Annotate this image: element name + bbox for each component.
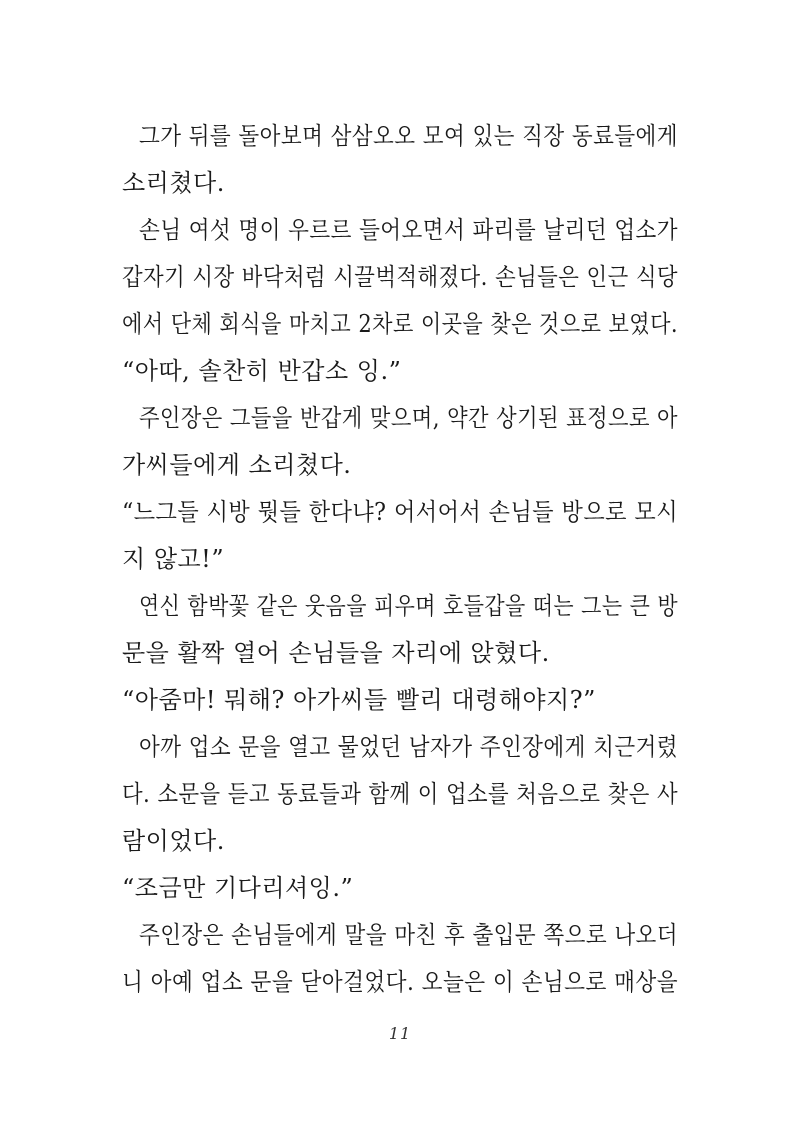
- line-text: 연신 함박꽃 같은 웃음을 피우며 호들갑을 떠는 그는 큰 방: [139, 592, 678, 620]
- text-line: [0, 163, 800, 203]
- text-line: [0, 304, 800, 344]
- text-line: [0, 727, 800, 767]
- text-line: [0, 116, 800, 156]
- line-text: 다. 소문을 듣고 동료들과 함께 이 업소를 처음으로 찾은 사: [122, 780, 678, 808]
- line-text: 그가 뒤를 돌아보며 삼삼오오 모여 있는 직장 동료들에게: [139, 122, 678, 150]
- text-line: [0, 680, 800, 720]
- line-text: 문을 활짝 열어 손님들을 자리에 앉혔다.: [122, 639, 550, 667]
- text-line: [0, 398, 800, 438]
- line-text: 아까 업소 문을 열고 물었던 남자가 주인장에게 치근거렸: [139, 733, 678, 761]
- line-text: 주인장은 손님들에게 말을 마친 후 출입문 쪽으로 나오더: [139, 921, 678, 949]
- line-text: 람이었다.: [122, 827, 225, 855]
- line-text: “아줌마! 뭐해? 아가씨들 빨리 대령해야지?”: [122, 686, 596, 714]
- line-text: 갑자기 시장 바닥처럼 시끌벅적해졌다. 손님들은 인근 식당: [122, 263, 678, 291]
- line-text: “아따, 솔찬히 반갑소 잉.”: [122, 357, 402, 385]
- page-number: 11: [388, 1024, 412, 1043]
- text-line: [0, 915, 800, 955]
- line-text: 니 아예 업소 문을 닫아걸었다. 오늘은 이 손님으로 매상을: [122, 968, 678, 996]
- line-text: “느그들 시방 뭣들 한다냐? 어서어서 손님들 방으로 모시: [122, 498, 678, 526]
- text-line: [0, 445, 800, 485]
- line-text: “조금만 기다리셔잉.”: [122, 874, 354, 902]
- line-text: 소리쳤다.: [122, 169, 225, 197]
- line-text: 지 않고!”: [122, 545, 225, 573]
- text-line: [0, 774, 800, 814]
- text-line: [0, 586, 800, 626]
- text-line: [0, 821, 800, 861]
- text-line: [0, 210, 800, 250]
- line-text: 주인장은 그들을 반갑게 맞으며, 약간 상기된 표정으로 아: [139, 404, 678, 432]
- line-text: 에서 단체 회식을 마치고 2차로 이곳을 찾은 것으로 보였다.: [122, 310, 678, 338]
- text-line: [0, 351, 800, 391]
- text-line: [0, 492, 800, 532]
- text-line: [0, 539, 800, 579]
- text-line: [0, 633, 800, 673]
- text-line: [0, 962, 800, 1002]
- line-text: 가씨들에게 소리쳤다.: [122, 451, 352, 479]
- line-text: 손님 여섯 명이 우르르 들어오면서 파리를 날리던 업소가: [139, 216, 678, 244]
- text-line: [0, 257, 800, 297]
- text-line: [0, 868, 800, 908]
